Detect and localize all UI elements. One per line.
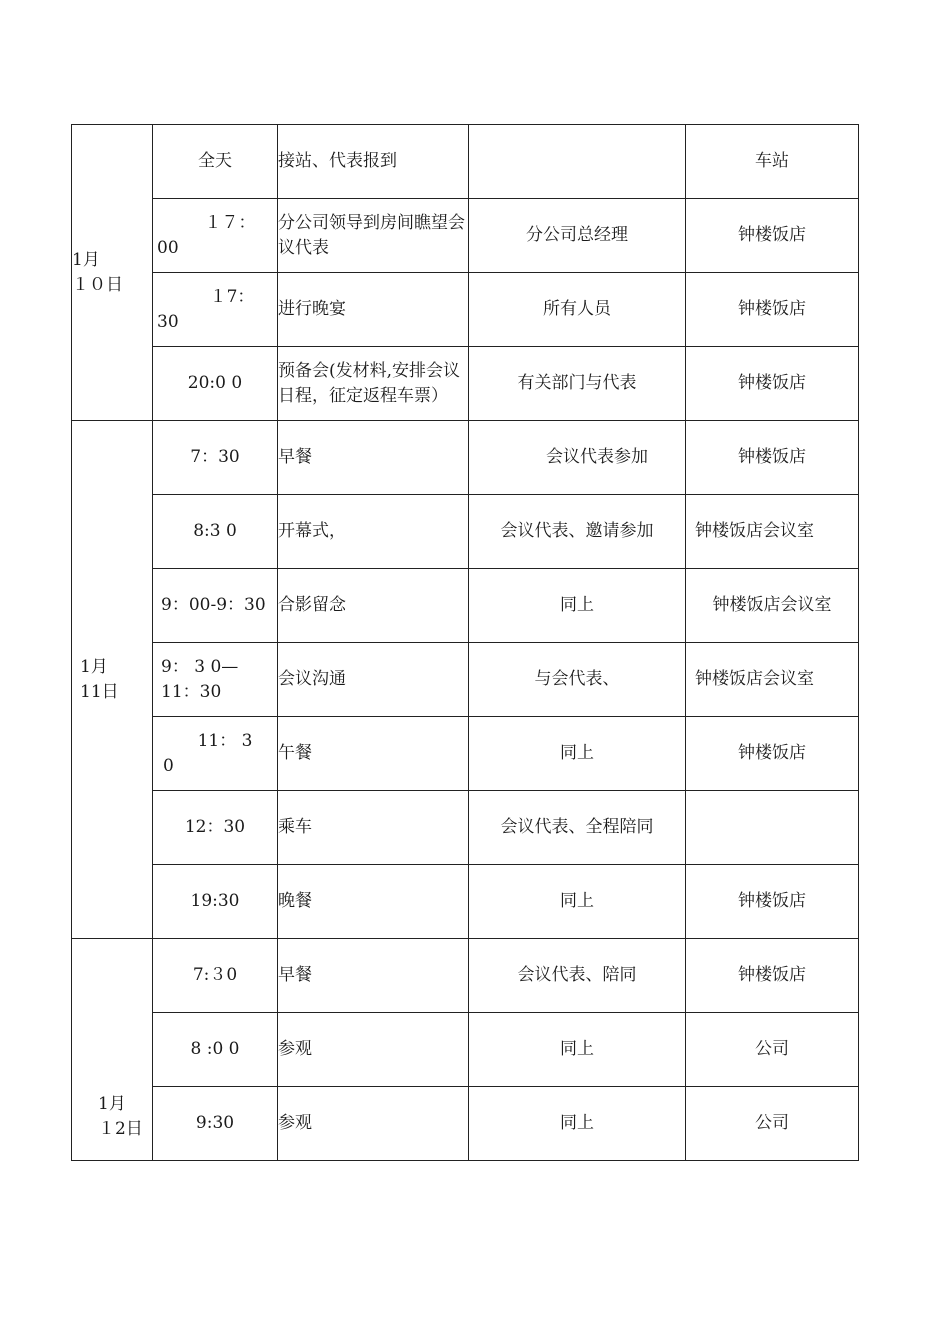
time-cell: 19:30 — [153, 865, 278, 939]
table-row — [72, 1087, 859, 1161]
time-line: 9： 3 0— — [161, 656, 239, 677]
participants-cell: 有关部门与代表 — [469, 347, 686, 421]
item-cell: 乘车 — [278, 791, 469, 865]
time-cell — [153, 199, 278, 273]
item-cell: 早餐 — [278, 939, 469, 1013]
date-day: １０日 — [72, 274, 123, 295]
time-cell: 9:30 — [153, 1087, 278, 1161]
time-cell — [153, 717, 278, 791]
time-line: １7： — [209, 286, 255, 307]
table-row — [72, 125, 859, 199]
item-cell: 接站、代表报到 — [278, 125, 469, 199]
participants-cell: 同上 — [469, 1087, 686, 1161]
participants-cell: 所有人员 — [469, 273, 686, 347]
place-cell: 钟楼饭店 — [686, 939, 859, 1013]
place-cell: 钟楼饭店会议室 — [686, 495, 859, 569]
participants-cell: 会议代表、全程陪同 — [469, 791, 686, 865]
time-line: 11：30 — [161, 681, 222, 702]
participants-cell: 会议代表、陪同 — [469, 939, 686, 1013]
participants-cell: 同上 — [469, 569, 686, 643]
participants-cell: 同上 — [469, 717, 686, 791]
time-cell: 全天 — [153, 125, 278, 199]
place-cell: 钟楼饭店 — [686, 717, 859, 791]
place-cell: 钟楼饭店 — [686, 273, 859, 347]
participants-cell: 会议代表、邀请参加 — [469, 495, 686, 569]
time-cell — [153, 273, 278, 347]
time-cell: 8 :0 0 — [153, 1013, 278, 1087]
item-cell: 预备会(发材料,安排会议日程，征定返程车票） — [278, 347, 469, 421]
place-cell: 钟楼饭店 — [686, 421, 859, 495]
date-cell — [72, 421, 153, 939]
table-row — [72, 791, 859, 865]
meeting-schedule-table — [71, 124, 859, 1161]
place-cell: 公司 — [686, 1013, 859, 1087]
item-cell: 合影留念 — [278, 569, 469, 643]
table-row — [72, 939, 859, 1013]
item-cell: 晚餐 — [278, 865, 469, 939]
time-cell: 7:３0 — [153, 939, 278, 1013]
date-cell — [72, 125, 153, 421]
item-cell: 分公司领导到房间瞧望会议代表 — [278, 199, 469, 273]
item-cell: 参观 — [278, 1087, 469, 1161]
time-cell: 7：30 — [153, 421, 278, 495]
table-row — [72, 347, 859, 421]
place-cell: 公司 — [686, 1087, 859, 1161]
place-cell: 车站 — [686, 125, 859, 199]
time-line: 11： 3 — [197, 730, 253, 751]
time-cell: 12：30 — [153, 791, 278, 865]
date-month: 1月 — [80, 656, 108, 677]
date-month: 1月 — [72, 249, 100, 270]
table-row — [72, 1013, 859, 1087]
place-cell: 钟楼饭店 — [686, 865, 859, 939]
participants-cell: 与会代表、 — [469, 643, 686, 717]
table-row — [72, 273, 859, 347]
place-cell: 钟楼饭店 — [686, 347, 859, 421]
time-cell: 9：00-9：30 — [153, 569, 278, 643]
table-row — [72, 717, 859, 791]
time-cell: 8:3 0 — [153, 495, 278, 569]
item-cell: 参观 — [278, 1013, 469, 1087]
table-row — [72, 199, 859, 273]
table-row — [72, 865, 859, 939]
time-line: 0 — [163, 755, 174, 776]
date-day: 11日 — [80, 681, 119, 702]
table-row — [72, 421, 859, 495]
place-cell: 钟楼饭店会议室 — [686, 643, 859, 717]
date-day: １2日 — [98, 1119, 143, 1139]
item-cell: 开幕式， — [278, 495, 469, 569]
time-line: 30 — [157, 311, 179, 332]
participants-cell: 会议代表参加 — [469, 421, 686, 495]
place-cell: 钟楼饭店 — [686, 199, 859, 273]
time-line: １７： — [204, 212, 256, 233]
participants-cell: 分公司总经理 — [469, 199, 686, 273]
item-cell: 会议沟通 — [278, 643, 469, 717]
participants-cell: 同上 — [469, 1013, 686, 1087]
time-cell: 20:0 0 — [153, 347, 278, 421]
time-cell — [153, 643, 278, 717]
time-line: 00 — [157, 237, 179, 258]
table-row — [72, 569, 859, 643]
participants-cell — [469, 125, 686, 199]
table-row — [72, 495, 859, 569]
table-row — [72, 643, 859, 717]
participants-cell: 同上 — [469, 865, 686, 939]
date-cell — [72, 939, 153, 1161]
item-cell: 早餐 — [278, 421, 469, 495]
date-month: 1月 — [98, 1094, 126, 1114]
item-cell: 午餐 — [278, 717, 469, 791]
place-cell — [686, 791, 859, 865]
item-cell: 进行晚宴 — [278, 273, 469, 347]
place-cell: 钟楼饭店会议室 — [686, 569, 859, 643]
